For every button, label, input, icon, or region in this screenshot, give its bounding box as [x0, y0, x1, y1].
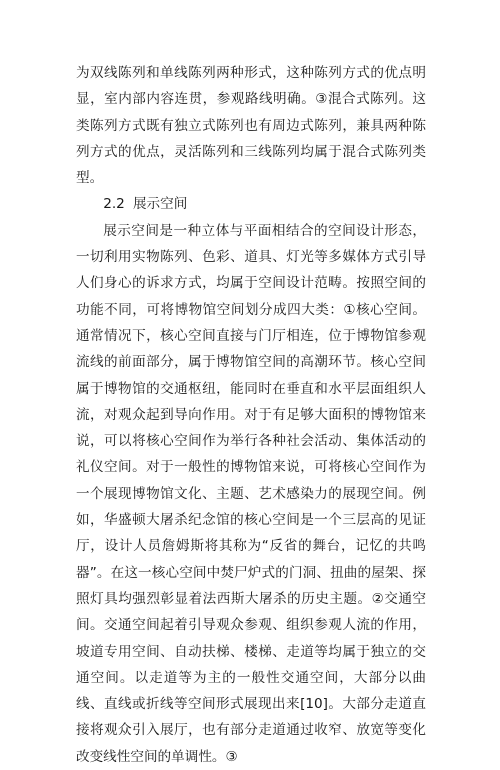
paragraph-exhibition-space: 展示空间是一种立体与平面相结合的空间设计形态，一切利用实物陈列、色彩、道具、灯光等多媒体方式引导人们身心的诉求方式，均属于空间设计范畴。按照空间的功能不同，可将博物馆空间划分成四大类：①核心空间。通常情况下，核心空间直接与门厅相连，位于博物馆参观流线的前面部分，属于博物馆空间的高潮环节。核心空间属于博物馆的交通枢纽，能同时在垂直和水平层面组织人流，对观众起到导向作用。对于有足够大面积的博物馆来说，可以将核心空间作为举行各种社会活动、集体活动的礼仪空间。对于一般性的博物馆来说，可将核心空间作为一个展现博物馆文化、主题、艺术感染力的展现空间。例如，华盛顿大屠杀纪念馆的核心空间是一个三层高的见证厅，设计人员詹姆斯将其称为“反省的舞台，记忆的共鸣器”。在这一核心空间中焚尸炉式的门洞、扭曲的屋架、探照灯具均强烈彰显着法西斯大屠杀的历史主题。②交通空间。交通空间起着引导观众参观、组织参观人流的作用，坡道专用空间、自动扶梯、楼梯、走道等均属于独立的交通空间。以走道等为主的一般性交通空间，大部分以曲线、直线或折线等空间形式展现出来[10]。大部分走道直接将观众引入展厅，也有部分走道通过收窄、放宽等变化改变线性空间的单调性。③ — [76, 222, 426, 765]
section-number: 2.2 — [103, 196, 125, 213]
paragraph-continuation: 为双线陈列和单线陈列两种形式，这种陈列方式的优点明显，室内部内容连贯，参观路线明确。③混合式陈列。这类陈列方式既有独立式陈列也有周边式陈列，兼具两种陈列方式的优点，灵活陈列和三线陈列均属于混合式陈列类型。 — [76, 65, 426, 187]
document-page — [76, 60, 426, 770]
section-heading — [76, 191, 426, 217]
section-title: 展示空间 — [132, 196, 188, 213]
